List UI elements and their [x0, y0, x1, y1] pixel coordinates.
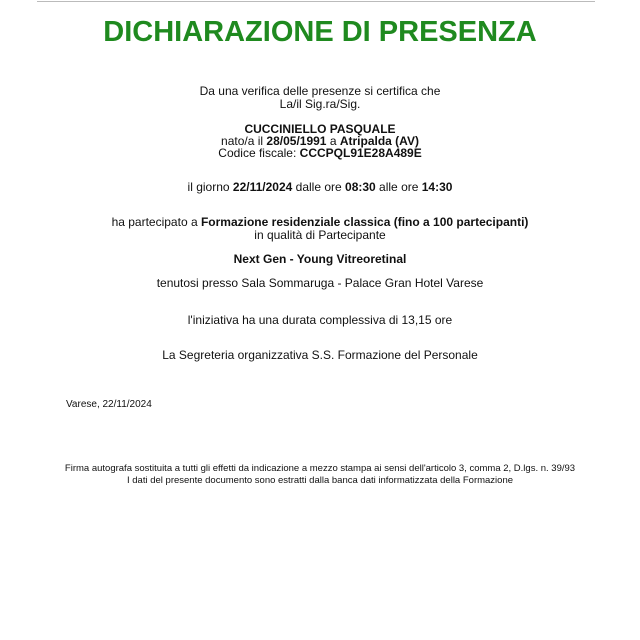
birth-mid: a — [326, 134, 340, 148]
role-line: in qualità di Partecipante — [254, 228, 386, 242]
participant-name: CUCCINIELLO PASQUALE — [244, 122, 396, 136]
start-time: 08:30 — [345, 180, 376, 194]
fiscal-code-label: Codice fiscale: — [218, 146, 300, 160]
intro-line-1: Da una verifica delle presenze si certifica che — [199, 84, 441, 98]
when-p3: alle ore — [375, 180, 422, 194]
event-date: 22/11/2024 — [232, 180, 293, 194]
intro-line-2: La/il Sig.ra/Sig. — [279, 97, 361, 111]
location-line: tenutosi presso Sala Sommaruga - Palace Gran Hotel Varese — [156, 276, 484, 290]
event-name: Next Gen - Young Vitreoretinal — [233, 252, 407, 266]
birth-place: Atripalda (AV) — [339, 134, 419, 148]
place-date: Varese, 22/11/2024 — [66, 399, 152, 410]
birth-date: 28/05/1991 — [266, 134, 327, 148]
fiscal-code-line — [0, 146, 640, 160]
participation-type: Formazione residenziale classica (fino a 100 partecipanti) — [200, 215, 529, 229]
participation-prefix: ha partecipato a — [111, 215, 201, 229]
duration-line: l'iniziativa ha una durata complessiva di 13,15 ore — [187, 313, 453, 327]
footer-line-2: I dati del presente documento sono estratti dalla banca dati informatizzata della Formazione — [126, 475, 514, 486]
birth-prefix: nato/a il — [221, 134, 267, 148]
end-time: 14:30 — [421, 180, 453, 194]
when-p2: dalle ore — [292, 180, 346, 194]
fiscal-code-value: CCCPQL91E28A489E — [299, 146, 422, 160]
document-title: DICHIARAZIONE DI PRESENZA — [103, 16, 537, 48]
date-time-line — [0, 180, 640, 194]
when-p1: il giorno — [187, 180, 233, 194]
participation-line — [0, 215, 640, 229]
top-rule — [37, 1, 595, 2]
secretary-line: La Segreteria organizzativa S.S. Formazione del Personale — [162, 348, 478, 362]
footer-line-1: Firma autografa sostituita a tutti gli effetti da indicazione a mezzo stampa ai sensi dell'articolo 3, comma 2, D.lgs. n. 39/93 — [64, 463, 576, 474]
